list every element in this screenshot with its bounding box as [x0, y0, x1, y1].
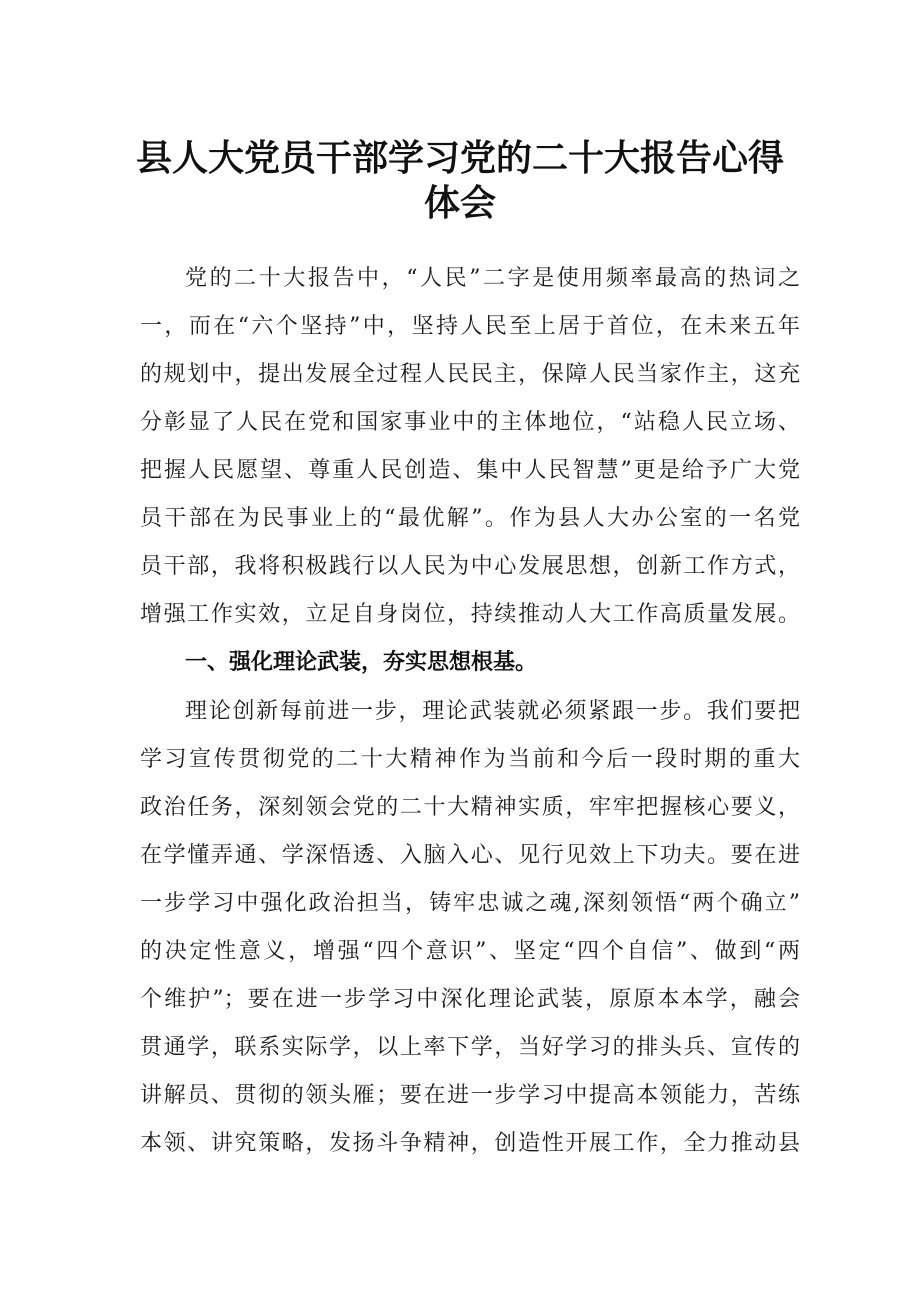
paragraph-1-line-1: 党的二十大报告中，“人民”二字是使用频率最高的热词之	[185, 266, 800, 291]
paragraph-2-line-5: 一步学习中强化政治担当，铸牢忠诚之魂,深刻领悟“两个确立”	[140, 891, 800, 916]
paragraph-2-line-2: 学习宣传贯彻党的二十大精神作为当前和今后一段时期的重大	[140, 747, 800, 772]
document-title-line-1: 县人大党员干部学习党的二十大报告心得	[135, 138, 784, 179]
paragraph-2-line-9: 讲解员、贯彻的领头雁；要在进一步学习中提高本领能力，苦练	[140, 1083, 800, 1108]
paragraph-2-line-8: 贯通学，联系实际学，以上率下学，当好学习的排头兵、宣传的	[140, 1035, 800, 1060]
paragraph-1-line-5: 把握人民愿望、尊重人民创造、集中人民智慧”更是给予广大党	[140, 458, 800, 483]
section-1-heading: 一、强化理论武装，夯实思想根基。	[185, 650, 538, 675]
paragraph-2-line-1: 理论创新每前进一步，理论武装就必须紧跟一步。我们要把	[185, 699, 800, 724]
paragraph-2-line-7: 个维护”；要在进一步学习中深化理论武装，原原本本学，融会	[140, 987, 800, 1012]
paragraph-2-line-6: 的决定性意义，增强“四个意识”、坚定“四个自信”、做到“两	[140, 939, 800, 964]
paragraph-1-line-6: 员干部在为民事业上的“最优解”。作为县人大办公室的一名党	[140, 506, 800, 531]
paragraph-1-line-8: 增强工作实效，立足自身岗位，持续推动人大工作高质量发展。	[140, 602, 800, 627]
paragraph-2-line-3: 政治任务，深刻领会党的二十大精神实质，牢牢把握核心要义，	[140, 795, 800, 820]
paragraph-1-line-7: 员干部，我将积极践行以人民为中心发展思想，创新工作方式，	[140, 554, 800, 579]
paragraph-2-line-4: 在学懂弄通、学深悟透、入脑入心、见行见效上下功夫。要在进	[140, 843, 800, 868]
paragraph-2-line-10: 本领、讲究策略，发扬斗争精神，创造性开展工作，全力推动县	[140, 1131, 800, 1156]
paragraph-1-line-4: 分彰显了人民在党和国家事业中的主体地位，“站稳人民立场、	[140, 410, 800, 435]
paragraph-1-line-3: 的规划中，提出发展全过程人民民主，保障人民当家作主，这充	[140, 362, 800, 387]
paragraph-1-line-2: 一，而在“六个坚持”中，坚持人民至上居于首位，在未来五年	[140, 314, 800, 339]
document-title-line-2: 体会	[423, 183, 496, 224]
